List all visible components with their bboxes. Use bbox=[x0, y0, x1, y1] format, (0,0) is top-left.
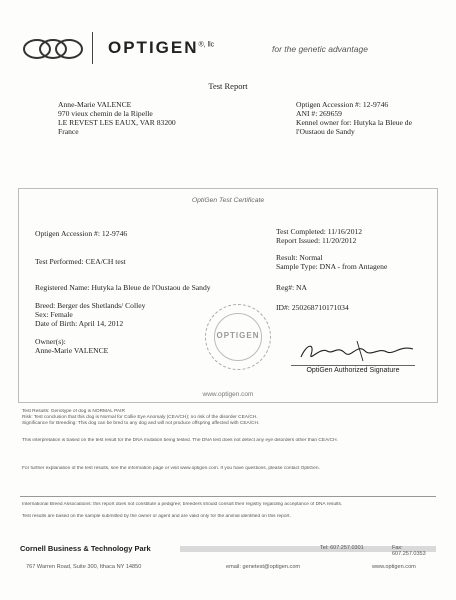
owner-street: 970 vieux chemin de la Ripelle bbox=[58, 109, 153, 118]
owner-country: France bbox=[58, 127, 79, 136]
footer-bar bbox=[20, 544, 436, 557]
date-of-birth: Date of Birth: April 14, 2012 bbox=[35, 319, 124, 328]
report-title: Test Report bbox=[208, 81, 248, 91]
optigen-logo-icon bbox=[22, 38, 84, 60]
fine-print-line: International Breed Associations: this report does not constitute a pedigree; breeders should consult their registry regarding acceptance of DNA results. bbox=[22, 502, 343, 507]
fine-print-line: Risk: Test conclusion that this dog is Normal for Collie Eye Anomaly (CEA/CH); no risk of the disorder CEA/CH. bbox=[22, 415, 258, 420]
owner-city: LE REVEST LES EAUX, VAR 83200 bbox=[58, 118, 176, 127]
kennel-line-1: Kennel owner for: Hutyka la Bleue de bbox=[296, 118, 412, 127]
sample-type: Sample Type: DNA - from Antagene bbox=[276, 262, 388, 271]
brand-suffix: ®, llc bbox=[198, 41, 215, 49]
sex: Sex: Female bbox=[35, 310, 73, 319]
registered-name: Registered Name: Hutyka la Bleue de l'Oustaou de Sandy bbox=[35, 283, 211, 292]
test-performed: Test Performed: CEA/CH test bbox=[35, 257, 126, 266]
footer-phone: Tel: 607.257.0301 bbox=[320, 545, 364, 551]
brand-tagline: for the genetic advantage bbox=[272, 44, 368, 54]
report-issued: Report Issued: 11/20/2012 bbox=[276, 236, 357, 245]
footer-address: 767 Warren Road, Suite 300, Ithaca NY 14850 bbox=[26, 564, 142, 570]
microchip-id: ID#: 250268710171034 bbox=[276, 303, 349, 312]
optigen-seal-icon bbox=[205, 304, 271, 370]
test-completed: Test Completed: 11/16/2012 bbox=[276, 227, 363, 236]
owner-address bbox=[58, 100, 176, 136]
accession-block bbox=[296, 100, 446, 136]
footer-web[interactable]: www.optigen.com bbox=[372, 564, 416, 570]
owner-name: Anne-Marie VALENCE bbox=[58, 100, 132, 109]
signature-label: OptiGen Authorized Signature bbox=[306, 367, 400, 374]
accession-number: Optigen Accession #: 12-9746 bbox=[296, 100, 389, 109]
animal-number: ANI #: 269659 bbox=[296, 109, 342, 118]
breed: Breed: Berger des Shetlands/ Colley bbox=[35, 301, 146, 310]
test-result: Result: Normal bbox=[276, 253, 323, 262]
header-divider bbox=[92, 32, 93, 64]
fine-print-line: This interpretation is based on the test result for the DNA mutation being tested. The DNA test does not detect any eye disorders other than CEA/CH. bbox=[22, 438, 338, 443]
certificate-title: OptiGen Test Certificate bbox=[191, 197, 265, 204]
footer-company: Cornell Business & Technology Park bbox=[20, 544, 151, 553]
brand-name: $OPTIGEN^{®, llc}$ bbox=[108, 38, 215, 57]
signature-icon bbox=[297, 337, 417, 365]
fine-print-results bbox=[22, 409, 436, 427]
fine-print-line: Significance for Breeding: This dog can be bred to any dog and will not produce offspring affected with CEA/CH. bbox=[22, 421, 260, 426]
cert-accession: Optigen Accession #: 12-9746 bbox=[35, 229, 128, 238]
fine-print-line: Test Results: Genotype of dog is NORMAL PAIR bbox=[22, 409, 125, 414]
signature-line bbox=[291, 365, 415, 366]
fine-print-divider bbox=[20, 496, 436, 497]
fine-print-line: For further explanation of the test results, see the information page or visit www.optigen.com. If you have questions, please contact OptiGen. bbox=[22, 466, 320, 471]
kennel-line-2: l'Oustaou de Sandy bbox=[296, 127, 355, 136]
seal-text: OPTIGEN bbox=[216, 331, 260, 340]
footer-email[interactable]: email: genetest@optigen.com bbox=[226, 564, 301, 570]
fine-print-line: Test results are based on the sample submitted by the owner or agent and are valid only for the animal identified on this report. bbox=[22, 514, 291, 519]
registration-number: Reg#: NA bbox=[276, 283, 308, 292]
footer-fax: Fax: 607.257.0353 bbox=[392, 545, 426, 557]
owner-label: Owner(s): bbox=[35, 337, 66, 346]
cert-owner-name: Anne-Marie VALENCE bbox=[35, 346, 109, 355]
certificate-website: www.optigen.com bbox=[202, 391, 254, 398]
test-certificate bbox=[18, 188, 438, 403]
